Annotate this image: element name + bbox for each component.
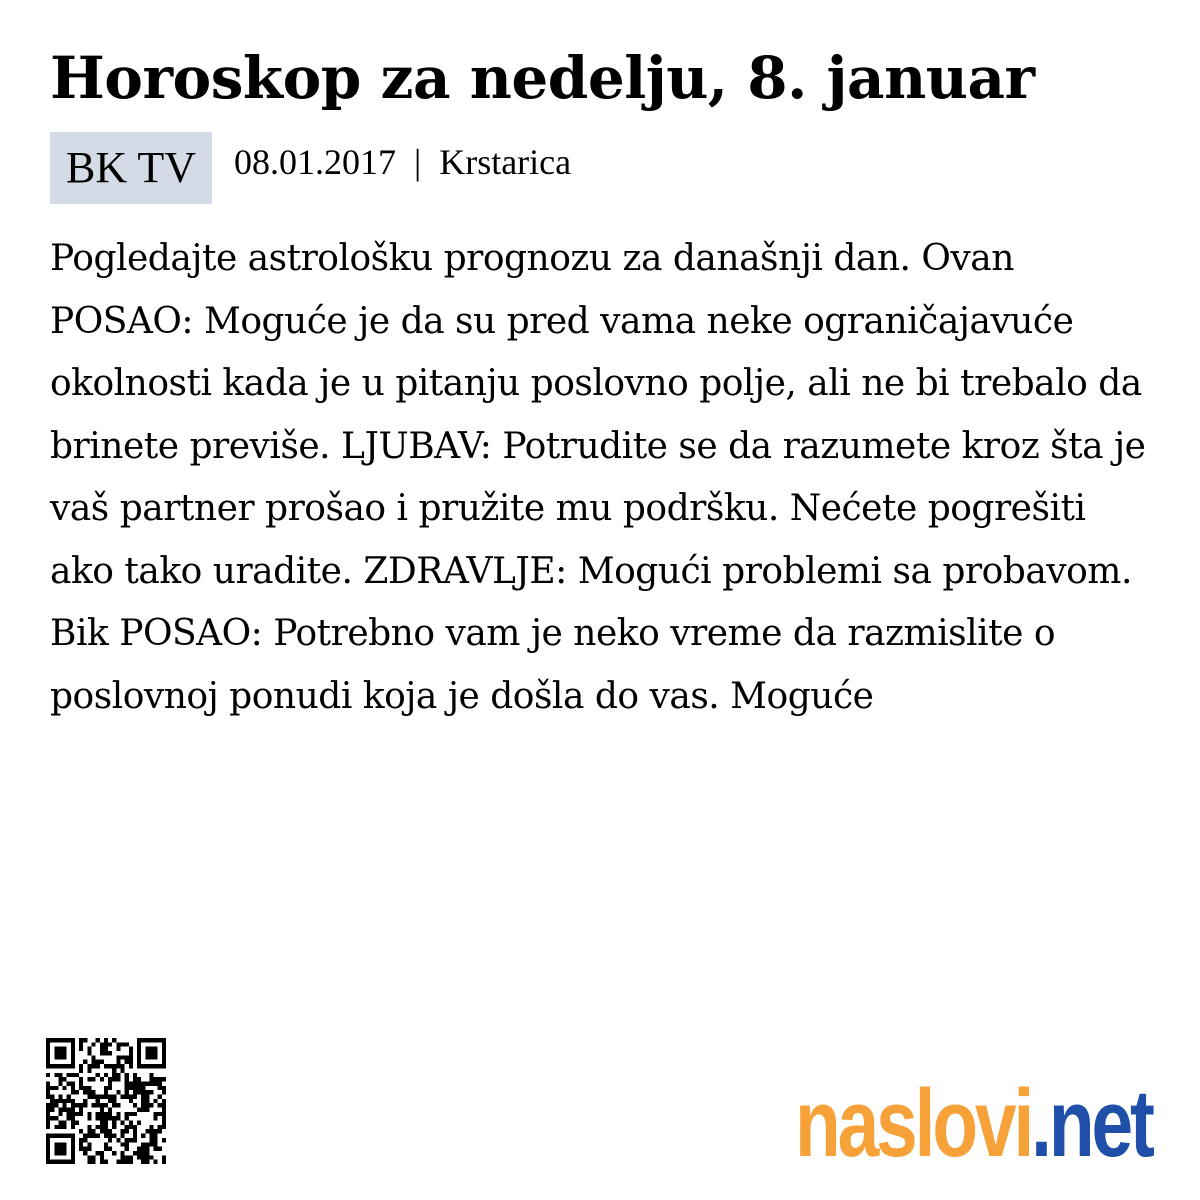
article-body: Pogledajte astrološku prognozu za današnji dan. Ovan POSAO: Moguće je da su pred vama neke ograničajavuće okolnosti kada je u pitanju poslovno polje, ali ne bi trebalo da brinete previše. LJUBAV: Potrudite se da razumete kroz šta je vaš partner prošao i pružite mu podršku. Nećete pogrešiti ako tako uradite. ZDRAVLJE: Mogući problemi sa probavom. Bik POSAO: Potrebno vam je neko vreme da razmislite o poslovnoj ponudi koja je došla do vas. Moguće [50,238,1146,717]
logo-tld-text: net [1048,1070,1152,1177]
qr-code-icon[interactable] [46,1038,166,1164]
logo-main-text: naslovi [795,1070,1032,1177]
meta-separator: | [413,142,422,182]
aggregator-name: Krstarica [439,142,572,182]
article-meta [50,132,571,204]
naslovi-net-logo[interactable] [795,1062,1152,1177]
logo-dot: . [1031,1070,1049,1177]
publish-date: 08.01.2017 [233,142,396,182]
meta-info [234,141,571,183]
source-badge[interactable]: BK TV [50,132,212,204]
article-title: Horoskop za nedelju, 8. januar [50,44,1035,112]
